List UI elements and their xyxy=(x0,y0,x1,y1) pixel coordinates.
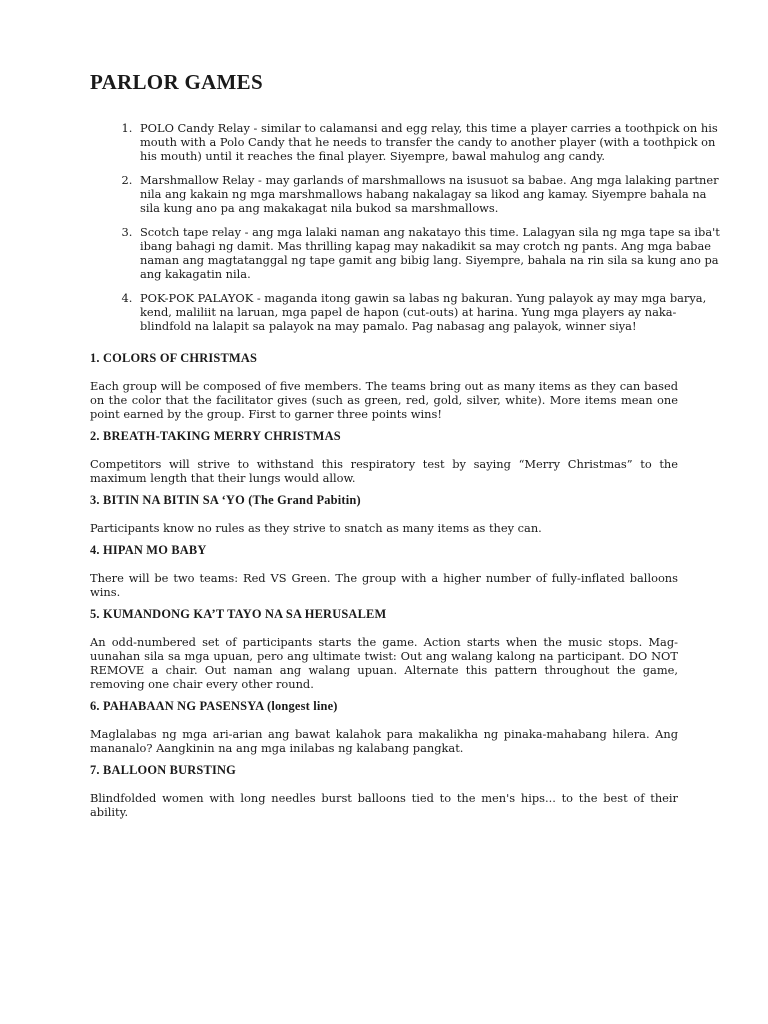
section-body: There will be two teams: Red VS Green. The group with a higher number of fully-inflated balloons wins. xyxy=(90,571,678,600)
section-balloon-bursting xyxy=(90,763,678,819)
section-heading: 4. HIPAN MO BABY xyxy=(90,543,207,558)
section-heading: 2. BREATH-TAKING MERRY CHRISTMAS xyxy=(90,429,341,444)
list-item: 4. POK-POK PALAYOK - maganda itong gawin sa labas ng bakuran. Yung palayok ay may mga barya, kend, maliliit na laruan, mga papel de hapon (cut-outs) at harina. Yung mga players ay naka-blindfold na lalapit sa palayok na may pamalo. Pag nabasag ang palayok, winner siya! xyxy=(136,291,722,333)
section-heading: 6. PAHABAAN NG PASENSYA (longest line) xyxy=(90,699,338,714)
section-body: Competitors will strive to withstand this respiratory test by saying “Merry Christmas” to the maximum length that their lungs would allow. xyxy=(90,457,678,486)
section-body: Participants know no rules as they strive to snatch as many items as they can. xyxy=(90,521,542,536)
section-body: An odd-numbered set of participants starts the game. Action starts when the music stops. Mag-uunahan sila sa mga upuan, pero ang ultimate twist: Out ang walang kalong na participant. DO NOT REMOVE a chair. Out naman ang walang upuan. Alternate this pattern throughout the game, removing one chair every other round. xyxy=(90,635,678,692)
section-body: Blindfolded women with long needles burst balloons tied to the men's hips... to the best of their ability. xyxy=(90,791,678,820)
section-heading: 7. BALLOON BURSTING xyxy=(90,763,236,778)
section-pahabaan-ng-pasensya xyxy=(90,699,678,755)
list-item: 1. POLO Candy Relay - similar to calamansi and egg relay, this time a player carries a toothpick on his mouth with a Polo Candy that he needs to transfer the candy to another player (with a toothpick on his mouth) until it reaches the final player. Siyempre, bawal mahulog ang candy. xyxy=(136,121,722,163)
section-kumandong xyxy=(90,607,678,691)
section-colors-of-christmas xyxy=(90,351,678,421)
section-breath-taking xyxy=(90,429,678,485)
section-heading: 5. KUMANDONG KA’T TAYO NA SA HERUSALEM xyxy=(90,607,387,622)
section-body: Maglalabas ng mga ari-arian ang bawat kalahok para makalikha ng pinaka-mahabang hilera. Ang mananalo? Aangkinin na ang mga inilabas ng kalabang pangkat. xyxy=(90,727,678,756)
list-item: 3. Scotch tape relay - ang mga lalaki naman ang nakatayo this time. Lalagyan sila ng mga tape sa iba't ibang bahagi ng damit. Mas thrilling kapag may nakadikit sa may crotch ng pants. Ang mga babae naman ang magtatanggal ng tape gamit ang bibig lang. Siyempre, bahala na rin sila sa kung ano pa ang kakagatin nila. xyxy=(136,225,722,281)
section-heading: 3. BITIN NA BITIN SA ‘YO (The Grand Pabitin) xyxy=(90,493,361,508)
list-item: 2. Marshmallow Relay - may garlands of marshmallows na isusuot sa babae. Ang mga lalaking partner nila ang kakain ng mga marshmallows habang nakalagay sa likod ang kamay. Siyempre bahala na sila kung ano pa ang makakagat nila bukod sa marshmallows. xyxy=(136,173,722,215)
section-body: Each group will be composed of five members. The teams bring out as many items as they can based on the color that the facilitator gives (such as green, red, gold, silver, white). More items mean one point earned by the group. First to garner three points wins! xyxy=(90,379,678,422)
parlor-games-list xyxy=(90,121,722,333)
section-heading: 1. COLORS OF CHRISTMAS xyxy=(90,351,258,366)
section-bitin-na-bitin xyxy=(90,493,678,535)
page-title: PARLOR GAMES xyxy=(90,70,263,94)
section-hipan-mo-baby xyxy=(90,543,678,599)
